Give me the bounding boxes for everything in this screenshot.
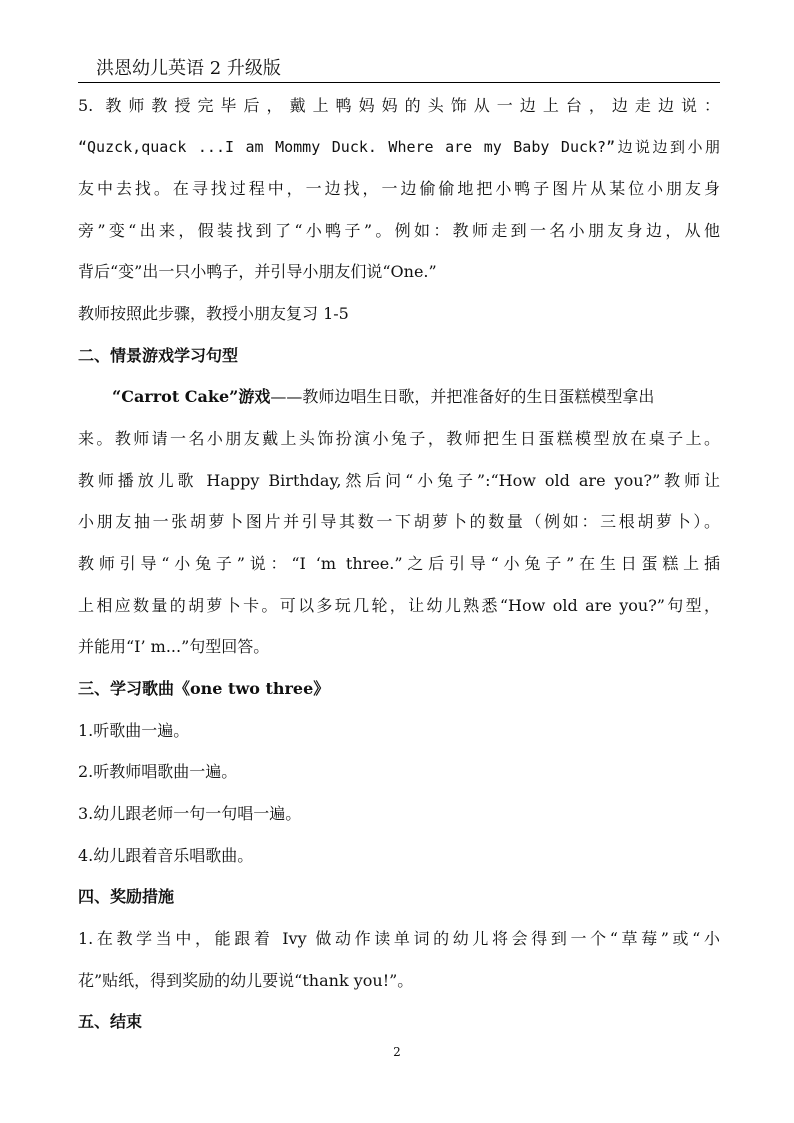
text-line: 上相应数量的胡萝卜卡。可以多玩几轮，让幼儿熟悉“How old are you?”句型，: [78, 596, 720, 615]
text-line: [112, 387, 720, 407]
section-heading: 五、结束: [78, 1012, 143, 1031]
list-item: 2.听教师唱歌曲一遍。: [78, 762, 238, 781]
text-line: 并能用“I’ m...”句型回答。: [78, 637, 270, 656]
text-line: 花”贴纸，得到奖励的幼儿要说“thank you!”。: [78, 971, 414, 990]
text-line: “Quzck,quack ...I am Mommy Duck. Where are my Baby Duck?”边说边到小朋: [78, 138, 720, 156]
text-line: 教师按照此步骤，教授小朋友复习 1-5: [78, 304, 349, 323]
game-description: ——教师边唱生日歌，并把准备好的生日蛋糕模型拿出: [270, 387, 655, 406]
text-line: 1.在教学当中，能跟着 Ivy 做动作读单词的幼儿将会得到一个“草莓”或“小: [78, 929, 720, 948]
game-title: “Carrot Cake”游戏: [112, 387, 271, 406]
text-line: 小朋友抽一张胡萝卜图片并引导其数一下胡萝卜的数量（例如：三根胡萝卜）。: [78, 512, 720, 531]
page-number: 2: [393, 1045, 401, 1059]
text-line: 背后“变”出一只小鸭子，并引导小朋友们说“One.”: [78, 262, 437, 281]
text-line: 友中去找。在寻找过程中，一边找，一边偷偷地把小鸭子图片从某位小朋友身: [78, 179, 720, 198]
text-line: 来。教师请一名小朋友戴上头饰扮演小兔子，教师把生日蛋糕模型放在桌子上。: [78, 429, 720, 448]
text-line: 5. 教师教授完毕后，戴上鸭妈妈的头饰从一边上台，边走边说：: [78, 96, 720, 115]
header-title: 洪恩幼儿英语 2 升级版: [96, 58, 281, 79]
page-header: [78, 56, 720, 83]
text-line: 教师播放儿歌 Happy Birthday,然后问“小兔子”:“How old are you?”教师让: [78, 471, 720, 490]
text-line: 旁”变“出来，假装找到了“小鸭子”。例如：教师走到一名小朋友身边，从他: [78, 221, 720, 240]
section-heading: 二、情景游戏学习句型: [78, 346, 239, 365]
text-line: 教师引导“小兔子”说：“I ‘m three.”之后引导“小兔子”在生日蛋糕上插: [78, 554, 720, 573]
section-heading: 三、学习歌曲《one two three》: [78, 679, 330, 698]
list-item: 3.幼儿跟老师一句一句唱一遍。: [78, 804, 302, 823]
list-item: 4.幼儿跟着音乐唱歌曲。: [78, 846, 254, 865]
section-heading: 四、奖励措施: [78, 887, 175, 906]
list-item: 1.听歌曲一遍。: [78, 721, 190, 740]
